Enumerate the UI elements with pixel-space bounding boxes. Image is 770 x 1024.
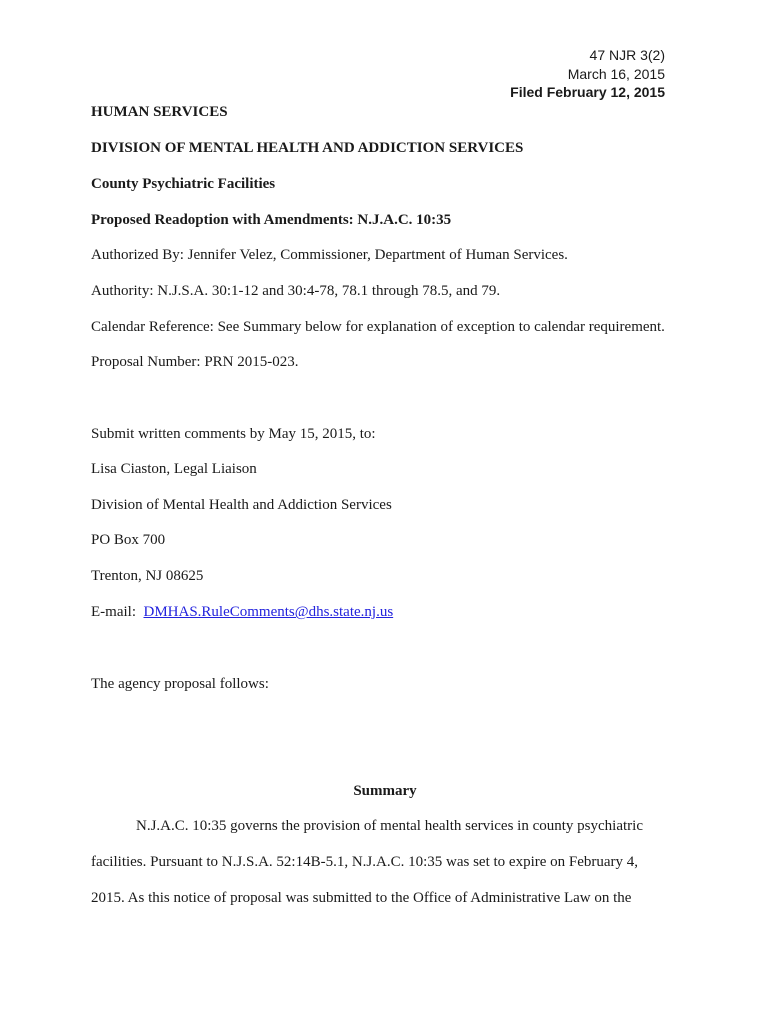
comments-intro: Submit written comments by May 15, 2015, to: (91, 426, 376, 442)
summary-line-1: N.J.A.C. 10:35 governs the provision of mental health services in county psychiatric (136, 818, 643, 834)
register-citation: 47 NJR 3(2) (589, 47, 665, 63)
agency-proposal-follows: The agency proposal follows: (91, 676, 269, 692)
contact-city: Trenton, NJ 08625 (91, 568, 204, 584)
calendar-reference: Calendar Reference: See Summary below for explanation of exception to calendar requirement. (91, 319, 665, 335)
register-header (510, 46, 665, 102)
summary-line-3: 2015. As this notice of proposal was submitted to the Office of Administrative Law on the (91, 890, 632, 906)
contact-name: Lisa Ciaston, Legal Liaison (91, 461, 257, 477)
email-label: E-mail: (91, 604, 144, 620)
department-heading: HUMAN SERVICES (91, 104, 228, 120)
contact-division: Division of Mental Health and Addiction Services (91, 497, 392, 513)
subject-heading: County Psychiatric Facilities (91, 176, 276, 192)
contact-po-box: PO Box 700 (91, 532, 166, 548)
register-date: March 16, 2015 (567, 65, 665, 82)
division-heading: DIVISION OF MENTAL HEALTH AND ADDICTION SERVICES (91, 140, 524, 156)
filed-date: Filed February 12, 2015 (510, 84, 665, 100)
email-line (91, 604, 393, 621)
email-link[interactable]: DMHAS.RuleComments@dhs.state.nj.us (143, 604, 394, 620)
authorized-by: Authorized By: Jennifer Velez, Commissioner, Department of Human Services. (91, 247, 568, 263)
authority: Authority: N.J.S.A. 30:1-12 and 30:4-78, 78.1 through 78.5, and 79. (91, 283, 501, 299)
summary-heading: Summary (353, 783, 417, 799)
proposal-title: Proposed Readoption with Amendments: N.J.A.C. 10:35 (91, 212, 452, 228)
proposal-number: Proposal Number: PRN 2015-023. (91, 354, 299, 370)
summary-line-2: facilities. Pursuant to N.J.S.A. 52:14B-5.1, N.J.A.C. 10:35 was set to expire on February 4, (91, 854, 639, 870)
